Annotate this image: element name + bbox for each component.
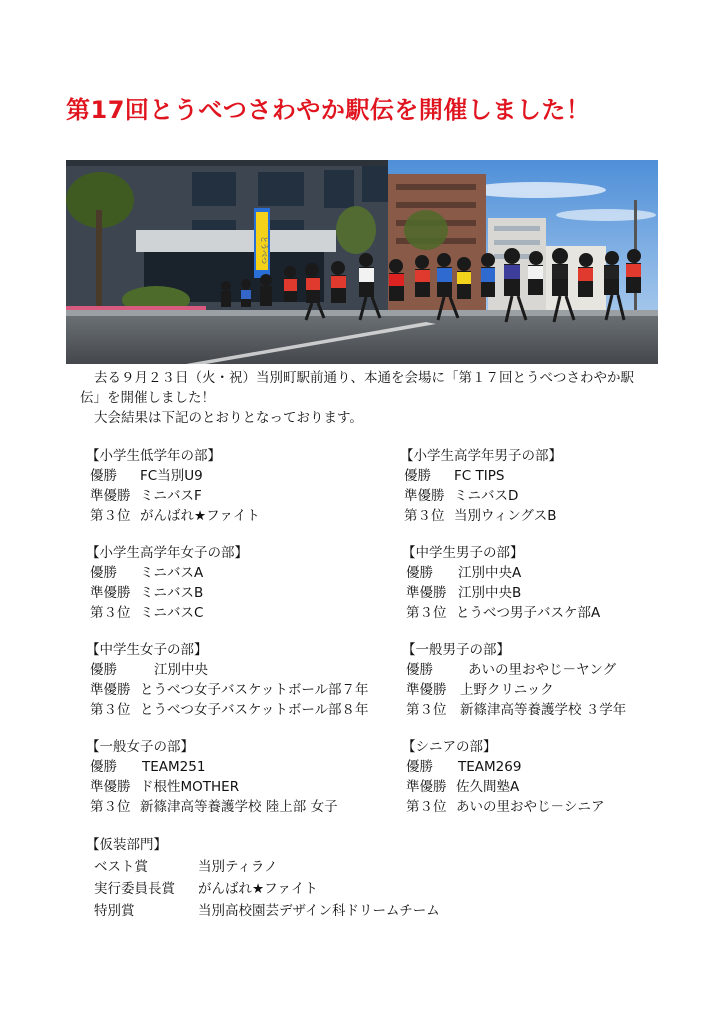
award-label: ベスト賞 <box>94 859 148 875</box>
rank-label: 優勝 <box>404 468 431 484</box>
intro-line-1: 去る９月２３日（火・祝）当別町駅前通り、本通を会場に「第１７回とうべつさわやか駅 <box>94 370 634 386</box>
results-general-men <box>402 640 627 720</box>
rank-label: 第３位 <box>406 605 447 621</box>
rank-label: 準優勝 <box>406 585 447 601</box>
team-name: 上野クリニック <box>460 682 554 698</box>
result-row <box>406 757 605 777</box>
rank-label: 第３位 <box>90 799 131 815</box>
team-name: ミニバスF <box>140 488 202 504</box>
team-name: 佐久間塾A <box>456 779 520 795</box>
costume-awards <box>86 834 440 922</box>
result-row <box>90 660 369 680</box>
team-name: 江別中央A <box>458 565 522 581</box>
result-row <box>90 700 369 720</box>
result-row <box>406 797 605 817</box>
result-row <box>90 603 248 623</box>
section-heading: 【中学生男子の部】 <box>402 545 524 561</box>
result-row <box>404 466 562 486</box>
rank-label: 第３位 <box>404 508 445 524</box>
section-heading: 【シニアの部】 <box>402 739 497 755</box>
rank-label: 準優勝 <box>404 488 445 504</box>
result-row <box>90 466 260 486</box>
section-heading: 【仮装部門】 <box>86 837 167 853</box>
team-name: あいの里おやじ－シニア <box>456 799 605 815</box>
result-row <box>90 506 260 526</box>
team-name: ミニバスA <box>140 565 204 581</box>
result-row <box>406 603 600 623</box>
team-name: 当別ウィングスB <box>454 508 557 524</box>
section-heading: 【小学生低学年の部】 <box>86 448 221 464</box>
award-label: 実行委員長賞 <box>94 881 175 897</box>
result-row <box>406 680 626 700</box>
team-name: 新篠津高等養護学校 陸上部 女子 <box>140 799 338 815</box>
section-heading: 【一般男子の部】 <box>402 642 510 658</box>
page-title: 第17回とうべつさわやか駅伝を開催しました！ <box>66 96 591 124</box>
banner-text: とうべつ <box>260 236 268 264</box>
result-row <box>406 583 600 603</box>
section-heading: 【小学生高学年男子の部】 <box>400 448 562 464</box>
rank-label: 準優勝 <box>90 585 131 601</box>
team-name: とうべつ男子バスケ部A <box>456 605 601 621</box>
team-name: FC当別U9 <box>140 468 203 484</box>
rank-label: 優勝 <box>90 759 117 775</box>
results-general-women <box>86 737 338 817</box>
team-name: 当別ティラノ <box>198 859 278 875</box>
section-heading: 【小学生高学年女子の部】 <box>86 545 248 561</box>
team-name: 江別中央 <box>154 662 208 678</box>
intro-line-3: 大会結果は下記のとおりとなっております。 <box>94 410 363 426</box>
rank-label: 第３位 <box>90 508 131 524</box>
intro-text <box>80 368 670 428</box>
rank-label: 第３位 <box>90 605 131 621</box>
result-row <box>90 680 369 700</box>
team-name: ド根性MOTHER <box>140 779 240 795</box>
result-row <box>404 486 562 506</box>
team-name: TEAM269 <box>458 759 522 775</box>
result-row <box>406 700 626 720</box>
team-name: 新篠津高等養護学校 ３学年 <box>460 702 627 718</box>
result-row <box>90 563 248 583</box>
award-row <box>86 878 440 900</box>
team-name: ミニバスD <box>454 488 519 504</box>
results-elementary-high-boys <box>400 446 562 526</box>
team-name: 当別高校園芸デザイン科ドリームチーム <box>198 903 440 919</box>
results-elementary-low <box>86 446 260 526</box>
rank-label: 第３位 <box>406 702 447 718</box>
award-label: 特別賞 <box>94 903 135 919</box>
result-row <box>90 797 338 817</box>
race-photo <box>66 160 658 364</box>
team-name: TEAM251 <box>142 759 206 775</box>
section-heading: 【中学生女子の部】 <box>86 642 208 658</box>
result-row <box>406 777 605 797</box>
rank-label: 第３位 <box>90 702 131 718</box>
result-row <box>90 757 338 777</box>
rank-label: 優勝 <box>406 565 433 581</box>
rank-label: 準優勝 <box>90 779 131 795</box>
result-row <box>90 583 248 603</box>
team-name: がんばれ★ファイト <box>140 508 260 524</box>
rank-label: 準優勝 <box>90 488 131 504</box>
team-name: あいの里おやじ－ヤング <box>468 662 617 678</box>
team-name: 江別中央B <box>458 585 522 601</box>
rank-label: 優勝 <box>406 662 433 678</box>
results-senior <box>402 737 605 817</box>
team-name: ミニバスB <box>140 585 204 601</box>
rank-label: 優勝 <box>90 565 117 581</box>
rank-label: 優勝 <box>406 759 433 775</box>
result-row <box>404 506 562 526</box>
section-heading: 【一般女子の部】 <box>86 739 194 755</box>
rank-label: 第３位 <box>406 799 447 815</box>
award-row <box>86 900 440 922</box>
rank-label: 準優勝 <box>406 779 447 795</box>
team-name: FC TIPS <box>454 468 505 484</box>
result-row <box>406 563 600 583</box>
team-name: とうべつ女子バスケットボール部８年 <box>140 702 369 718</box>
intro-line-2: 伝」を開催しました！ <box>80 390 215 406</box>
rank-label: 優勝 <box>90 468 117 484</box>
result-row <box>90 777 338 797</box>
rank-label: 優勝 <box>90 662 117 678</box>
team-name: とうべつ女子バスケットボール部７年 <box>140 682 369 698</box>
team-name: がんばれ★ファイト <box>198 881 318 897</box>
result-row <box>406 660 626 680</box>
award-row <box>86 856 440 878</box>
results-elementary-high-girls <box>86 543 248 623</box>
rank-label: 準優勝 <box>90 682 131 698</box>
result-row <box>90 486 260 506</box>
rank-label: 準優勝 <box>406 682 447 698</box>
results-junior-high-girls <box>86 640 369 720</box>
team-name: ミニバスC <box>140 605 204 621</box>
results-junior-high-boys <box>402 543 601 623</box>
